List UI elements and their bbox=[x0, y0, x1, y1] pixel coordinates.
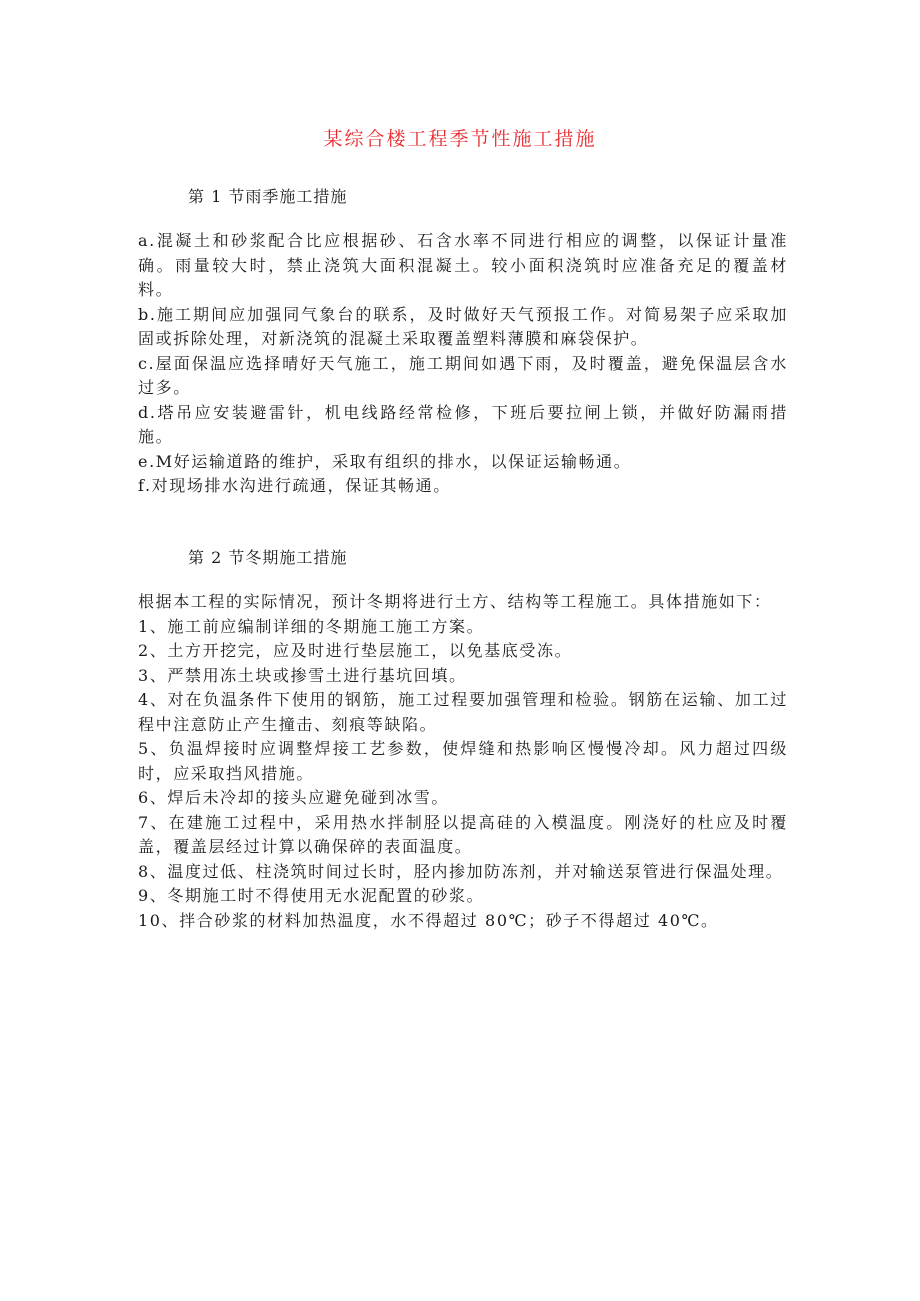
list-item: 7、在建施工过程中，采用热水拌制胫以提高硅的入模温度。刚浇好的杜应及时覆盖，覆盖层经过计算以确保碎的表面温度。 bbox=[138, 812, 788, 856]
winter-measures-list bbox=[138, 590, 788, 933]
list-item: 9、冬期施工时不得使用无水泥配置的砂浆。 bbox=[138, 886, 485, 905]
list-item: a.混凝土和砂浆配合比应根据砂、石含水率不同进行相应的调整，以保证计量准确。雨量较大时，禁止浇筑大面积混凝土。较小面积浇筑时应准备充足的覆盖材料。 bbox=[138, 231, 788, 299]
list-item: 4、对在负温条件下使用的钢筋，施工过程要加强管理和检验。钢筋在运输、加工过程中注意防止产生撞击、刻痕等缺陷。 bbox=[138, 690, 788, 734]
list-item: 5、负温焊接时应调整焊接工艺参数，使焊缝和热影响区慢慢冷却。风力超过四级时，应采取挡风措施。 bbox=[138, 739, 788, 783]
list-item: b.施工期间应加强同气象台的联系，及时做好天气预报工作。对简易架子应采取加固或拆除处理，对新浇筑的混凝土采取覆盖塑料薄膜和麻袋保护。 bbox=[138, 304, 788, 348]
list-item: 10、拌合砂浆的材料加热温度，水不得超过 80℃；砂子不得超过 40℃。 bbox=[138, 910, 719, 930]
section-heading-winter: 第 2 节冬期施工措施 bbox=[188, 548, 348, 567]
list-item: f.对现场排水沟进行疏通，保证其畅通。 bbox=[138, 476, 451, 495]
list-item: 2、土方开挖完，应及时进行垫层施工，以免基底受冻。 bbox=[138, 641, 573, 660]
list-item: d.塔吊应安装避雷针，机电线路经常检修，下班后要拉闸上锁，并做好防漏雨措施。 bbox=[138, 402, 788, 446]
section-heading-rainy-season: 第 1 节雨季施工措施 bbox=[188, 187, 348, 206]
rainy-season-measures-list bbox=[138, 229, 788, 499]
list-item: 3、严禁用冻土块或掺雪土进行基坑回填。 bbox=[138, 665, 467, 685]
document-title: 某综合楼工程季节性施工措施 bbox=[323, 128, 597, 150]
list-item: 6、焊后未冷却的接头应避免碰到冰雪。 bbox=[138, 788, 449, 807]
list-item: 8、温度过低、柱浇筑时间过长时，胫内掺加防冻剂，并对输送泵管进行保温处理。 bbox=[138, 861, 784, 881]
list-item: c.屋面保温应选择晴好天气施工，施工期间如遇下雨，及时覆盖，避免保温层含水过多。 bbox=[138, 353, 788, 397]
list-item: 1、施工前应编制详细的冬期施工施工方案。 bbox=[138, 616, 485, 636]
section-intro: 根据本工程的实际情况，预计冬期将进行土方、结构等工程施工。具体措施如下： bbox=[138, 592, 772, 611]
list-item: e.M好运输道路的维护，采取有组织的排水，以保证运输畅通。 bbox=[138, 451, 632, 471]
